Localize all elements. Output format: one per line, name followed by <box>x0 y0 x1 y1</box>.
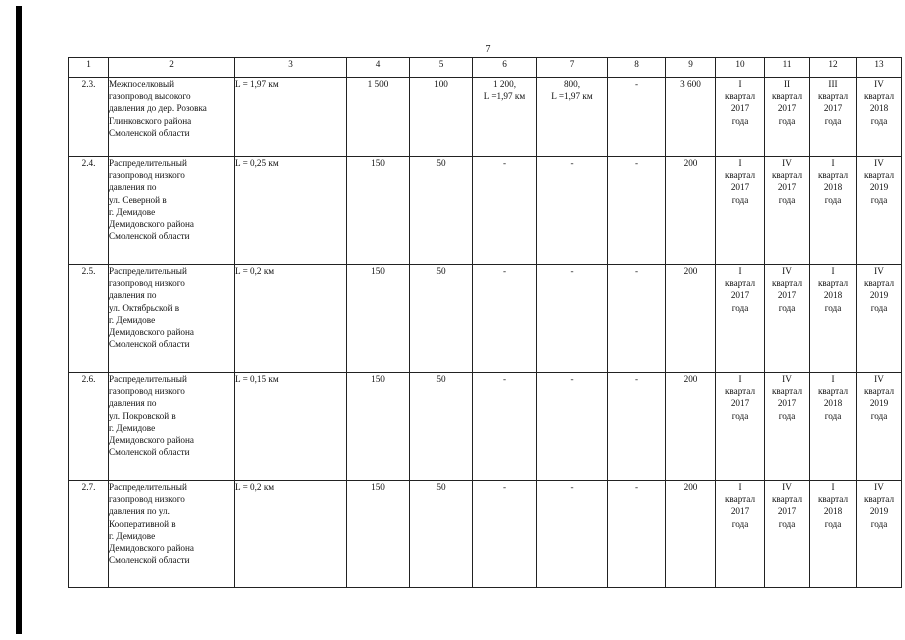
object-name-line: давления до дер. Розовка <box>109 103 207 114</box>
col7-line: - <box>570 266 574 276</box>
col9-cell: 200 <box>666 481 716 588</box>
row-number: 2.3. <box>69 78 109 157</box>
col4-cell: 1 500 <box>347 78 410 157</box>
quarter-line: квартал <box>771 278 803 289</box>
col6-cell <box>473 157 537 265</box>
row-number: 2.7. <box>69 481 109 588</box>
object-name-line: Демидовского района <box>109 219 195 230</box>
object-name-cell <box>109 373 235 481</box>
quarter-cell <box>765 157 810 265</box>
column-number: 3 <box>235 58 347 78</box>
col5-cell: 50 <box>410 157 473 265</box>
object-name-line: газопровод низкого <box>109 170 185 181</box>
col4-cell: 150 <box>347 481 410 588</box>
row-number: 2.4. <box>69 157 109 265</box>
object-name-line: г. Демидове <box>109 422 156 433</box>
col6-line: 1 200, <box>493 79 516 89</box>
column-number: 13 <box>857 58 902 78</box>
length-cell: L = 0,2 км <box>235 265 347 373</box>
quarter-line: года <box>778 518 796 529</box>
table-row <box>69 481 902 588</box>
col7-line: - <box>570 374 574 384</box>
quarter-cell <box>765 373 810 481</box>
object-name-line: Демидовского района <box>109 543 195 554</box>
quarter-line: года <box>824 194 842 205</box>
quarter-line: года <box>870 518 888 529</box>
col6-line: - <box>502 266 507 276</box>
quarter-line: 2017 <box>777 103 797 114</box>
quarter-line: квартал <box>863 91 895 102</box>
quarter-line: 2017 <box>777 506 797 517</box>
col8-cell: - <box>608 78 666 157</box>
col6-line: - <box>502 482 507 492</box>
quarter-line: IV <box>874 482 884 492</box>
column-number: 1 <box>69 58 109 78</box>
quarter-cell <box>765 78 810 157</box>
object-name-line: Распределительный <box>109 158 187 168</box>
object-name-line: ул. Покровской в <box>109 410 176 421</box>
quarter-line: 2017 <box>730 506 750 517</box>
object-name-line: Кооперативной в <box>109 518 176 529</box>
quarter-cell <box>810 265 857 373</box>
quarter-line: года <box>778 302 796 313</box>
object-name-line: Смоленской области <box>109 127 190 138</box>
col6-line: - <box>502 158 507 168</box>
quarter-line: года <box>870 302 888 313</box>
quarter-cell <box>810 78 857 157</box>
col9-cell: 3 600 <box>666 78 716 157</box>
quarter-line: года <box>870 410 888 421</box>
quarter-line: 2017 <box>777 182 797 193</box>
col4-cell: 150 <box>347 265 410 373</box>
quarter-line: года <box>731 115 749 126</box>
object-name-cell <box>109 265 235 373</box>
quarter-line: 2017 <box>823 103 843 114</box>
quarter-cell <box>716 481 765 588</box>
col7-line: 800, <box>563 79 581 89</box>
quarter-line: III <box>828 79 838 89</box>
quarter-line: года <box>731 194 749 205</box>
col7-cell <box>537 373 608 481</box>
col6-cell <box>473 481 537 588</box>
quarter-line: квартал <box>863 170 895 181</box>
col8-cell: - <box>608 481 666 588</box>
column-number: 10 <box>716 58 765 78</box>
quarter-line: 2017 <box>777 398 797 409</box>
object-name-line: давления по <box>109 398 157 409</box>
col7-line: L =1,97 км <box>551 91 593 102</box>
quarter-cell <box>857 265 902 373</box>
col4-cell: 150 <box>347 373 410 481</box>
quarter-line: года <box>778 115 796 126</box>
quarter-line: IV <box>782 374 792 384</box>
quarter-line: I <box>738 158 742 168</box>
column-number: 11 <box>765 58 810 78</box>
object-name-cell <box>109 481 235 588</box>
object-name-line: Межпоселковый <box>109 79 175 89</box>
col5-cell: 50 <box>410 265 473 373</box>
quarter-line: года <box>824 518 842 529</box>
quarter-line: IV <box>874 374 884 384</box>
col6-cell <box>473 373 537 481</box>
quarter-line: 2019 <box>869 398 889 409</box>
quarter-line: I <box>738 266 742 276</box>
quarter-line: квартал <box>724 91 756 102</box>
quarter-line: года <box>778 410 796 421</box>
quarter-cell <box>716 265 765 373</box>
quarter-line: 2018 <box>823 290 843 301</box>
col9-cell: 200 <box>666 157 716 265</box>
quarter-line: квартал <box>863 494 895 505</box>
col4-cell: 150 <box>347 157 410 265</box>
quarter-line: I <box>738 482 742 492</box>
quarter-line: года <box>870 115 888 126</box>
quarter-line: года <box>731 518 749 529</box>
col7-cell <box>537 78 608 157</box>
col6-line: - <box>502 374 507 384</box>
table-row <box>69 373 902 481</box>
quarter-line: года <box>731 410 749 421</box>
quarter-line: года <box>731 302 749 313</box>
quarter-line: 2017 <box>730 103 750 114</box>
page-number: 7 <box>485 44 491 55</box>
quarter-cell <box>857 157 902 265</box>
col6-line: L =1,97 км <box>483 91 526 102</box>
object-name-line: давления по <box>109 290 157 301</box>
quarter-cell <box>810 373 857 481</box>
object-name-line: Демидовского района <box>109 327 195 338</box>
col5-cell: 50 <box>410 481 473 588</box>
col5-cell: 100 <box>410 78 473 157</box>
col8-cell: - <box>608 157 666 265</box>
quarter-line: квартал <box>771 91 803 102</box>
column-number: 12 <box>810 58 857 78</box>
quarter-line: квартал <box>817 170 849 181</box>
quarter-line: квартал <box>724 170 756 181</box>
quarter-line: 2017 <box>730 182 750 193</box>
quarter-line: I <box>831 266 835 276</box>
quarter-line: квартал <box>863 278 895 289</box>
length-cell: L = 1,97 км <box>235 78 347 157</box>
table-row <box>69 265 902 373</box>
table-row <box>69 157 902 265</box>
object-name-line: газопровод высокого <box>109 91 191 102</box>
quarter-line: 2019 <box>869 290 889 301</box>
quarter-cell <box>765 481 810 588</box>
object-name-line: г. Демидове <box>109 314 156 325</box>
col6-cell <box>473 78 537 157</box>
object-name-line: ул. Северной в <box>109 194 167 205</box>
quarter-line: квартал <box>817 494 849 505</box>
quarter-line: 2018 <box>823 506 843 517</box>
col7-line: - <box>570 482 574 492</box>
quarter-line: 2017 <box>730 290 750 301</box>
col9-cell: 200 <box>666 373 716 481</box>
column-number: 8 <box>608 58 666 78</box>
length-cell: L = 0,25 км <box>235 157 347 265</box>
object-name-line: Смоленской области <box>109 447 190 458</box>
quarter-cell <box>810 157 857 265</box>
object-name-line: Распределительный <box>109 266 187 276</box>
quarter-line: квартал <box>771 170 803 181</box>
quarter-line: 2017 <box>730 398 750 409</box>
column-number: 4 <box>347 58 410 78</box>
row-number: 2.6. <box>69 373 109 481</box>
quarter-cell <box>857 78 902 157</box>
quarter-line: года <box>870 194 888 205</box>
page-left-margin-bar <box>16 6 22 634</box>
quarter-line: квартал <box>817 386 849 397</box>
quarter-line: 2018 <box>823 182 843 193</box>
object-name-line: г. Демидове <box>109 206 156 217</box>
quarter-line: IV <box>782 482 792 492</box>
quarter-cell <box>716 78 765 157</box>
object-name-line: Глинковского района <box>109 115 192 126</box>
column-number: 2 <box>109 58 235 78</box>
gas-pipeline-table <box>68 57 902 588</box>
col5-cell: 50 <box>410 373 473 481</box>
quarter-line: года <box>824 302 842 313</box>
object-name-line: давления по ул. <box>109 506 170 517</box>
col7-cell <box>537 265 608 373</box>
quarter-line: 2017 <box>777 290 797 301</box>
quarter-line: квартал <box>724 386 756 397</box>
object-name-line: ул. Октябрьской в <box>109 302 180 313</box>
quarter-cell <box>810 481 857 588</box>
object-name-line: Смоленской области <box>109 555 190 566</box>
quarter-line: IV <box>874 79 884 89</box>
object-name-line: Распределительный <box>109 482 187 492</box>
col8-cell: - <box>608 373 666 481</box>
column-number: 5 <box>410 58 473 78</box>
quarter-line: квартал <box>771 494 803 505</box>
col6-cell <box>473 265 537 373</box>
col8-cell: - <box>608 265 666 373</box>
quarter-line: квартал <box>863 386 895 397</box>
quarter-line: II <box>783 79 791 89</box>
object-name-line: газопровод низкого <box>109 494 185 505</box>
quarter-cell <box>716 373 765 481</box>
col7-line: - <box>570 158 574 168</box>
length-cell: L = 0,2 км <box>235 481 347 588</box>
quarter-line: 2018 <box>869 103 889 114</box>
object-name-line: Распределительный <box>109 374 187 384</box>
length-cell: L = 0,15 км <box>235 373 347 481</box>
quarter-cell <box>857 373 902 481</box>
object-name-cell <box>109 157 235 265</box>
quarter-line: IV <box>782 158 792 168</box>
col7-cell <box>537 157 608 265</box>
quarter-line: I <box>831 374 835 384</box>
quarter-line: 2018 <box>823 398 843 409</box>
quarter-line: квартал <box>724 278 756 289</box>
object-name-line: Смоленской области <box>109 231 190 242</box>
quarter-line: года <box>778 194 796 205</box>
quarter-line: года <box>824 410 842 421</box>
quarter-line: I <box>738 79 742 89</box>
quarter-line: 2019 <box>869 182 889 193</box>
quarter-line: квартал <box>724 494 756 505</box>
quarter-cell <box>716 157 765 265</box>
object-name-line: давления по <box>109 182 157 193</box>
quarter-line: квартал <box>817 278 849 289</box>
quarter-line: I <box>738 374 742 384</box>
col7-cell <box>537 481 608 588</box>
quarter-line: I <box>831 482 835 492</box>
object-name-line: Смоленской области <box>109 339 190 350</box>
column-number-row <box>69 58 902 78</box>
object-name-line: Демидовского района <box>109 435 195 446</box>
object-name-line: газопровод низкого <box>109 278 185 289</box>
column-number: 7 <box>537 58 608 78</box>
column-number: 6 <box>473 58 537 78</box>
table-row <box>69 78 902 157</box>
quarter-line: квартал <box>817 91 849 102</box>
quarter-line: IV <box>782 266 792 276</box>
object-name-line: газопровод низкого <box>109 386 185 397</box>
quarter-line: IV <box>874 266 884 276</box>
col9-cell: 200 <box>666 265 716 373</box>
quarter-line: IV <box>874 158 884 168</box>
quarter-line: I <box>831 158 835 168</box>
quarter-cell <box>857 481 902 588</box>
row-number: 2.5. <box>69 265 109 373</box>
quarter-line: квартал <box>771 386 803 397</box>
quarter-cell <box>765 265 810 373</box>
object-name-cell <box>109 78 235 157</box>
quarter-line: 2019 <box>869 506 889 517</box>
object-name-line: г. Демидове <box>109 530 156 541</box>
column-number: 9 <box>666 58 716 78</box>
quarter-line: года <box>824 115 842 126</box>
